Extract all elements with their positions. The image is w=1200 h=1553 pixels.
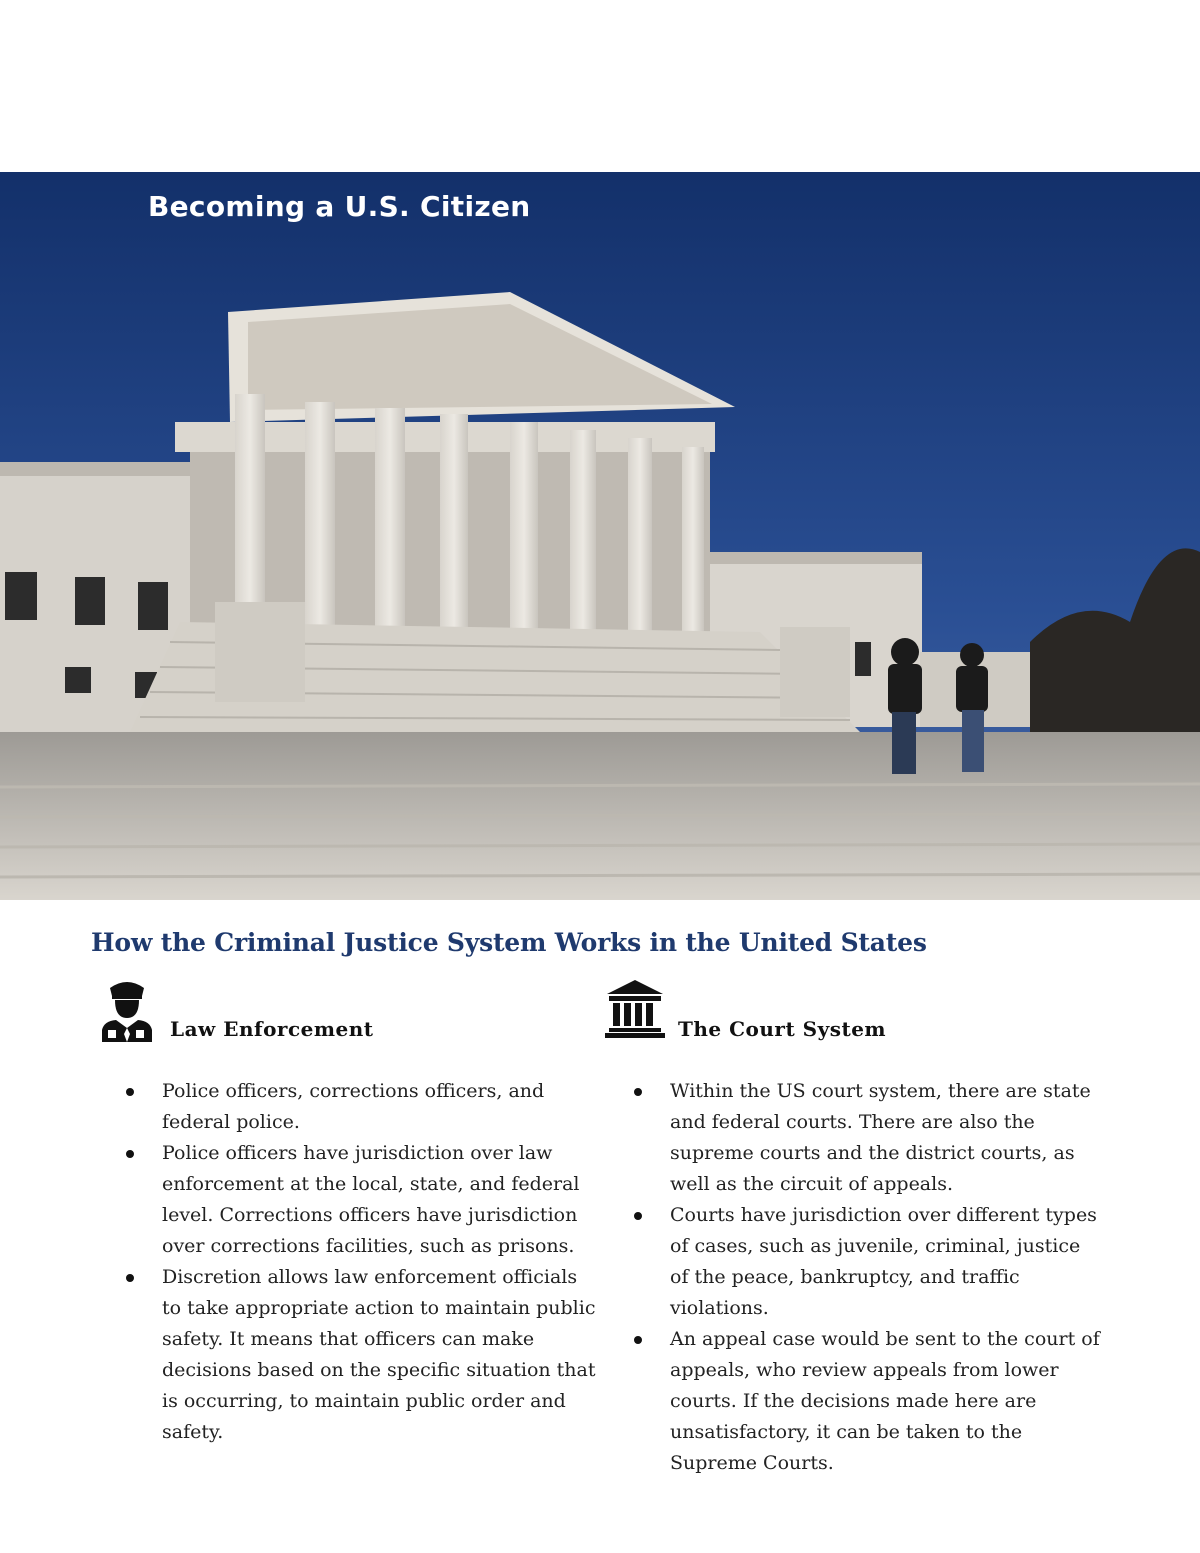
bullet-icon bbox=[126, 1088, 134, 1096]
list-item bbox=[162, 1262, 602, 1448]
page-title: How the Criminal Justice System Works in the United States bbox=[91, 928, 927, 957]
bullet-icon bbox=[634, 1336, 642, 1344]
hero-title: Becoming a U.S. Citizen bbox=[148, 190, 531, 223]
list-item-text: Within the US court system, there are state and federal courts. There are also the supreme courts and the district courts, as well as the circuit of appeals. bbox=[670, 1080, 1091, 1195]
bullet-icon bbox=[126, 1274, 134, 1282]
court-system-header bbox=[605, 978, 1105, 1058]
law-enforcement-header bbox=[100, 978, 600, 1058]
law-enforcement-title: Law Enforcement bbox=[170, 1017, 374, 1041]
list-item-text: Discretion allows law enforcement officials to take appropriate action to maintain public safety. It means that officers can make decisions based on the specific situation that is occurring, to maintain public order and safety. bbox=[162, 1266, 596, 1443]
list-item bbox=[670, 1076, 1100, 1200]
courthouse-icon bbox=[605, 978, 665, 1038]
list-item-text: An appeal case would be sent to the court of appeals, who review appeals from lower courts. If the decisions made here are unsatisfactory, it can be taken to the Supreme Courts. bbox=[670, 1328, 1100, 1474]
list-item bbox=[670, 1200, 1100, 1324]
bullet-icon bbox=[126, 1150, 134, 1158]
law-enforcement-list bbox=[162, 1076, 602, 1448]
bullet-icon bbox=[634, 1212, 642, 1220]
supreme-court-photo bbox=[0, 172, 1200, 900]
law-enforcement-column bbox=[100, 978, 600, 1443]
bullet-icon bbox=[634, 1088, 642, 1096]
list-item-text: Courts have jurisdiction over different types of cases, such as juvenile, criminal, justice of the peace, bankruptcy, and traffic violations. bbox=[670, 1204, 1097, 1319]
list-item bbox=[670, 1324, 1100, 1479]
list-item-text: Police officers, corrections officers, and federal police. bbox=[162, 1080, 545, 1133]
court-system-title: The Court System bbox=[678, 1017, 887, 1041]
hero-image bbox=[0, 172, 1200, 900]
court-system-list bbox=[670, 1076, 1100, 1479]
list-item bbox=[162, 1138, 602, 1262]
list-item-text: Police officers have jurisdiction over law enforcement at the local, state, and federal level. Corrections officers have jurisdiction over corrections facilities, such as prisons. bbox=[162, 1142, 580, 1257]
list-item bbox=[162, 1076, 602, 1138]
court-system-column bbox=[605, 978, 1105, 1474]
police-officer-icon bbox=[100, 978, 154, 1042]
